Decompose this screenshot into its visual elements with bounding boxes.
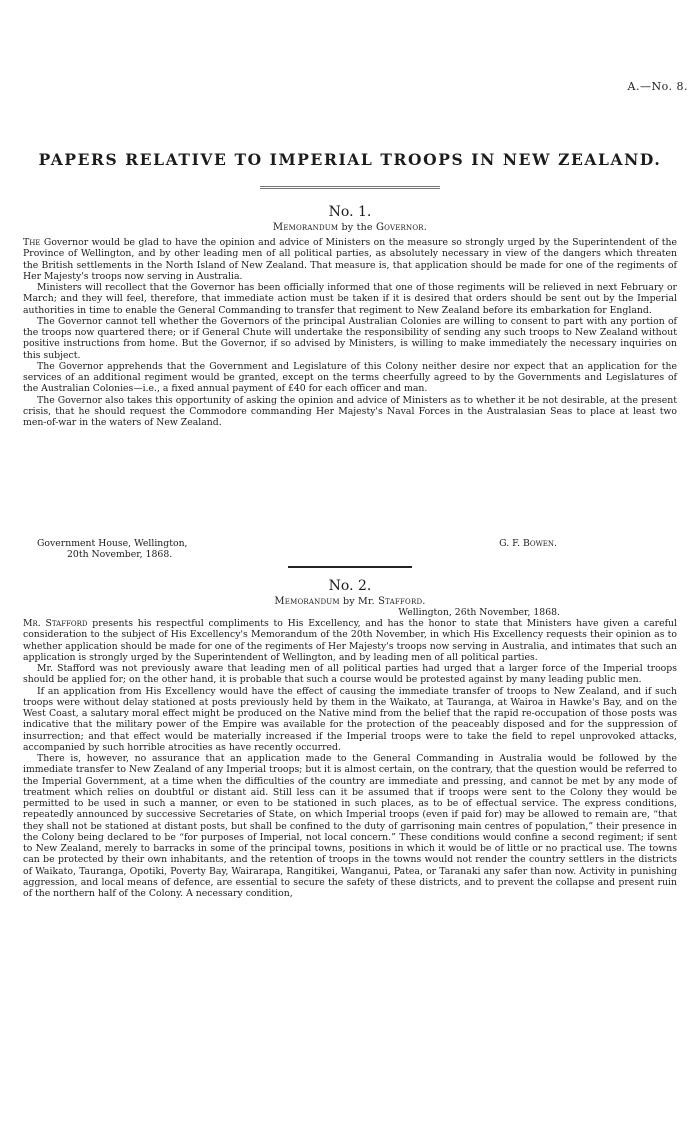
doc2-body	[23, 618, 677, 899]
doc1-lead-word: The	[23, 237, 41, 248]
doc1-paragraph	[23, 237, 677, 282]
doc1-memo-author: Governor.	[375, 222, 428, 233]
doc2-paragraph: There is, however, no assurance that an application made to the General Commanding in Australia would be followed by the immediate transfer to New Zealand of any Imperial troops; but it is almost certain, on the contrary, that the question would be referred to the Imperial Government, at a time when the difficulties of the country are immediate and pressing, and cannot be met by any mode of treatment which relies on doubtful or distant aid. Still less can it be assumed that if troops were sent to the Colony they would be permitted to be used in such a manner, or even to be stationed in such places, as to be of effectual service. The express conditions, repeatedly announced by successive Secretaries of State, on which Imperial troops (even if paid for) may be allowed to remain are, “that they shall not be stationed at distant posts, but shall be confined to the duty of garrisoning main centres of population,” their presence in the Colony being declared to be “for purposes of Imperial, not local concern.” These conditions would confine a second regiment; if sent to New Zealand, merely to barracks in some of the principal towns, positions in which it would be of little or no practical use. The towns can be protected by their own inhabitants, and the retention of troops in the towns would not render the country settlers in the districts of Waikato, Tauranga, Opotiki, Poverty Bay, Wairarapa, Rangitikei, Wanganui, Patea, or Taranaki any safer than now. Activity in punishing aggression, and local means of defence, are essential to secure the safety of these districts, and to prevent the collapse and present ruin of the northern half of the Colony. A necessary condition,	[23, 753, 677, 899]
doc1-paragraph: The Governor also takes this opportunity of asking the opinion and advice of Ministers as to whether it be not desirable, at the present crisis, that he should request the Commodore commanding Her Majesty's Naval Forces in the Australasian Seas to place at least two men-of-war in the waters of New Zealand.	[23, 394, 677, 428]
doc1-memo-prefix: Memorandum	[272, 222, 339, 233]
doc2-number-heading: No. 2.	[328, 578, 372, 594]
page-title: PAPERS RELATIVE TO IMPERIAL TROOPS IN NEW ZEALAND.	[38, 150, 662, 169]
doc1-memo-heading	[0, 222, 700, 233]
doc1-paragraph: Ministers will recollect that the Governor has been officially informed that one of those regiments will be relieved in next February or March; and they will feel, therefore, that immediate action must be taken if it is desired that orders should be sent out by the Imperial authorities in time to enable the General Commanding to transfer that regiment to New Zealand before its embarkation for England.	[23, 282, 677, 316]
doc2-paragraph: If an application from His Excellency would have the effect of causing the immediate transfer of troops to New Zealand, and if such troops were without delay stationed at posts previously held by them in the Waikato, at Tauranga, at Wairoa in Hawke's Bay, and on the West Coast, a salutary moral effect might be produced on the Native mind from the belief that the rapid re-occupation of those posts was indicative that the military power of the Empire was available for the protection of the peaceably disposed and for the suppression of insurrection; and that effect would be materially increased if the Imperial troops were to take the field to repel unprovoked attacks, accompanied by such horrible atrocities as have recently occurred.	[23, 685, 677, 753]
doc2-lead-word: Mr. Stafford	[23, 618, 88, 629]
doc2-paragraph	[23, 618, 677, 663]
doc2-memo-prefix: Memorandum	[274, 596, 340, 607]
doc2-memo-by: by Mr.	[342, 596, 375, 607]
doc1-body	[23, 237, 677, 428]
title-divider	[260, 186, 440, 189]
doc2-memo-heading	[0, 596, 700, 607]
doc1-number-heading: No. 1.	[328, 204, 372, 220]
doc2-paragraph: Mr. Stafford was not previously aware that leading men of all political parties had urged that a larger force of the Imperial troops should be applied for; on the other hand, it is probable that such a course would be protested against by many leading public men.	[23, 663, 677, 686]
doc1-paragraph: The Governor apprehends that the Government and Legislature of this Colony neither desire nor expect that an application for the services of an additional regiment would be granted, except on the terms cheerfully agreed to by the Governments and Legislatures of the Australian Colonies—i.e., a fixed annual payment of £40 for each officer and man.	[23, 360, 677, 395]
page-reference: A.—No. 8.	[627, 80, 688, 93]
doc2-memo-author: Stafford.	[378, 596, 426, 607]
doc1-paragraph: The Governor cannot tell whether the Governors of the principal Australian Colonies are willing to consent to part with any portion of the troops now quartered there; or if General Chute will undertake the responsibility of sending any such troops to New Zealand without positive instructions from home. But the Governor, if so advised by Ministers, is willing to make immediately the necessary inquiries on this subject.	[23, 315, 677, 361]
doc2-place-date: Wellington, 26th November, 1868.	[398, 607, 560, 618]
doc1-place: Government House, Wellington,	[37, 538, 188, 549]
doc1-date: 20th November, 1868.	[67, 549, 173, 560]
doc1-signature: G. F. Bowen.	[499, 538, 557, 549]
section-divider	[288, 566, 412, 568]
doc2-paragraph-text: presents his respectful compliments to His Excellency, and has the honor to state that Ministers have given a careful consideration to the subject of His Excellency's Memorandum of the 20th November, in which His Excellency requests their opinion as to whether application should be made for one of the regiments of Her Majesty's troops now serving in Australia, and intimates that such an application is strongly urged by the Superintendent of Wellington, and by leading men of all political parties.	[23, 618, 677, 663]
doc1-memo-by: by the	[341, 222, 373, 233]
doc1-paragraph-text: Governor would be glad to have the opinion and advice of Ministers on the measure so strongly urged by the Superintendent of the Province of Wellington, and by other leading men of all political parties, as absolutely necessary in view of the dangers which threaten the British settlements in the North Island of New Zealand. That measure is, that application should be made for one of the regiments of Her Majesty's troops now serving in Australia.	[23, 237, 677, 282]
